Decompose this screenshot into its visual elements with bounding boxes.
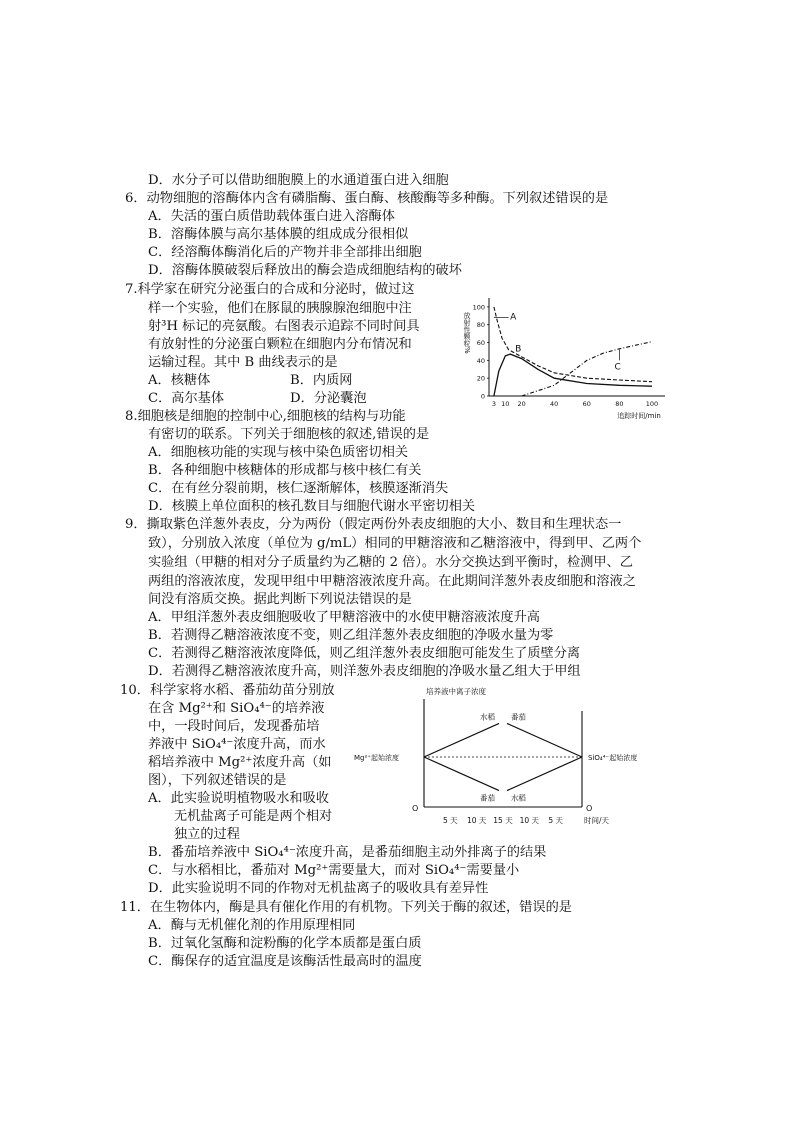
text-line-q6: 6．动物细胞的溶酶体内含有磷脂酶、蛋白酶、核酸酶等多种酶。下列叙述错误的是 [125, 191, 609, 206]
text-line-q10d: D．此实验说明不同的作物对无机盐离子的吸收具有差异性 [148, 881, 489, 896]
text-line-q10b: B．番茄培养液中 SiO₄⁴⁻浓度升高，是番茄细胞主动外排离子的结果 [148, 845, 547, 860]
text-line-q7l4: 有放射性的分泌蛋白颗粒在细胞内分布情况和 [148, 337, 412, 352]
origin-left: O [412, 804, 419, 813]
y-axis-label: 培养液中离子浓度 [426, 687, 486, 696]
text-line-q9b: B．若测得乙糖溶液浓度不变，则乙组洋葱外表皮细胞的净吸水量为零 [148, 628, 554, 643]
series-label-A: A [510, 312, 517, 323]
text-line-q6b: B．溶酶体膜与高尔基体膜的组成成分很相似 [148, 227, 409, 242]
series-line-水稻 [507, 757, 582, 791]
secretion-tracking-chart [455, 292, 675, 420]
text-line-q8a: A．细胞核功能的实现与核中染色质密切相关 [148, 445, 409, 460]
series-label-水稻: 水稻 [510, 793, 526, 803]
x-tick-label: 5 天 [548, 816, 563, 825]
text-line-q7l5: 运输过程。其中 B 曲线表示的是 [148, 355, 338, 370]
text-line-q8d: D．核膜上单位面积的核孔数目与细胞代谢水平密切相关 [148, 499, 476, 514]
x-tick-label: 20 [517, 400, 526, 408]
text-line-q10a1: A．此实验说明植物吸水和吸收 [148, 791, 329, 806]
x-tick-label: 3 [491, 400, 496, 408]
x-tick-label: 10 天 [466, 816, 487, 825]
left-reference-label: Mg²⁺起始浓度 [354, 754, 399, 762]
text-line-d5: D．水分子可以借助细胞膜上的水通道蛋白进入细胞 [148, 173, 449, 188]
text-line-q9l3: 实验组（甲糖的相对分子质量约为乙糖的 2 倍）。水分交换达到平衡时，检测甲、乙 [148, 555, 633, 570]
text-line-q6c: C．经溶酶体酶消化后的产物并非全部排出细胞 [148, 245, 422, 260]
text-line-q7l1: 7.科学家在研究分泌蛋白的合成和分泌时，做过这 [125, 282, 415, 297]
y-tick-label: 20 [476, 374, 485, 383]
text-line-q11: 11．在生物体内，酶是具有催化作用的有机物。下列关于酶的叙述，错误的是 [120, 900, 572, 915]
x-tick-label: 40 [550, 400, 559, 408]
text-line-q10l4: 养液中 SiO₄⁴⁻浓度升高，而水 [148, 737, 326, 752]
text-line-q9d: D．若测得乙糖溶液浓度升高，则洋葱外表皮细胞的净吸水量乙组大于甲组 [148, 664, 581, 679]
series-label-番茄: 番茄 [510, 712, 526, 722]
text-line-q8l2: 有密切的联系。下列关于细胞核的叙述,错误的是 [148, 427, 430, 442]
text-line-q9l5: 间没有溶质交换。据此判断下列说法错误的是 [148, 592, 412, 607]
right-reference-label: SiO₄⁴⁻起始浓度 [588, 754, 638, 762]
text-line-q7a: A．核糖体 [148, 373, 211, 388]
text-line-q7l2: 样一个实验，他们在豚鼠的胰腺腺泡细胞中注 [148, 301, 412, 316]
x-axis-label: 追踪时间/min [617, 412, 661, 420]
text-line-q8c: C．在有丝分裂前期，核仁逐渐解体，核膜逐渐消失 [148, 481, 449, 496]
text-line-q10l5: 稻培养液中 Mg²⁺浓度升高（如 [148, 755, 332, 770]
y-tick-label: 40 [476, 356, 485, 365]
series-line-番茄 [424, 757, 499, 791]
series-label-番茄: 番茄 [480, 793, 496, 803]
series-label-B: B [515, 344, 522, 355]
origin-right: O [586, 804, 593, 813]
text-line-q8l1: 8.细胞核是细胞的控制中心,细胞核的结构与功能 [125, 409, 406, 424]
text-line-q11a: A．酶与无机催化剂的作用原理相同 [148, 918, 356, 933]
text-line-q9l4: 两组的溶液浓度，发现甲组中甲糖溶液浓度升高。在此期间洋葱外表皮细胞和溶液之 [148, 574, 636, 589]
x-tick-label: 5 天 [443, 816, 458, 825]
text-line-q9l1: 9．撕取紫色洋葱外表皮，分为两份（假定两份外表皮细胞的大小、数目和生理状态一 [125, 517, 622, 532]
text-line-q10a3: 独立的过程 [174, 827, 240, 842]
x-tick-label: 10 天 [519, 816, 540, 825]
series-line-B [494, 354, 652, 396]
text-line-q10l6: 图），下列叙述错误的是 [148, 773, 287, 788]
text-line-q10l1: 10．科学家将水稻、番茄幼苗分别放 [120, 683, 335, 698]
text-line-q10c: C．与水稻相比，番茄对 Mg²⁺需要量大，而对 SiO₄⁴⁻需要量小 [148, 863, 520, 878]
text-line-q10a2: 无机盐离子可能是两个相对 [174, 809, 333, 824]
text-line-q7l3: 射³H 标记的亮氨酸。右图表示追踪不同时间具 [148, 319, 420, 334]
x-tick-label: 60 [582, 400, 591, 408]
text-line-q9l2: 致），分别放入浓度（单位为 g/mL）相同的甲糖溶液和乙糖溶液中，得到甲、乙两个 [148, 536, 642, 551]
series-line-水稻 [424, 723, 499, 757]
series-label-水稻: 水稻 [480, 712, 496, 722]
ion-concentration-chart [350, 685, 660, 835]
x-tick-label: 80 [615, 400, 624, 408]
series-label-C: C [614, 362, 621, 373]
text-line-q10l3: 中，一段时间后，发现番茄培 [148, 719, 320, 734]
series-line-番茄 [507, 723, 582, 757]
y-tick-label: 0 [480, 392, 485, 401]
x-tick-label: 10 [501, 400, 510, 408]
text-line-q6d: D．溶酶体膜破裂后释放出的酶会造成细胞结构的破坏 [148, 263, 462, 278]
y-tick-label: 60 [476, 339, 485, 348]
text-line-q9a: A．甲组洋葱外表皮细胞吸收了甲糖溶液中的水使甲糖溶液浓度升高 [148, 610, 540, 625]
y-tick-label: 100 [472, 303, 485, 312]
y-tick-label: 80 [476, 321, 485, 330]
text-line-q7b: B．内质网 [290, 373, 353, 388]
y-axis-label: 放射性颗粒% [463, 312, 471, 354]
text-line-q7d: D．分泌囊泡 [290, 391, 367, 406]
series-line-C [522, 342, 652, 396]
x-tick-label: 100 [645, 400, 659, 408]
text-line-q7c: C．高尔基体 [148, 391, 225, 406]
text-line-q11b: B．过氧化氢酶和淀粉酶的化学本质都是蛋白质 [148, 936, 422, 951]
x-tick-label: 15 天 [493, 816, 513, 825]
text-line-q8b: B．各种细胞中核糖体的形成都与核中核仁有关 [148, 463, 422, 478]
text-line-q11c: C．酶保存的适宜温度是该酶活性最高时的温度 [148, 954, 422, 969]
text-line-q10l2: 在含 Mg²⁺和 SiO₄⁴⁻的培养液 [148, 701, 325, 716]
text-line-q6a: A．失活的蛋白质借助载体蛋白进入溶酶体 [148, 209, 395, 224]
text-line-q9c: C．若测得乙糖溶液浓度降低，则乙组洋葱外表皮细胞可能发生了质壁分离 [148, 646, 581, 661]
x-axis-label: 时间/天 [584, 816, 610, 825]
